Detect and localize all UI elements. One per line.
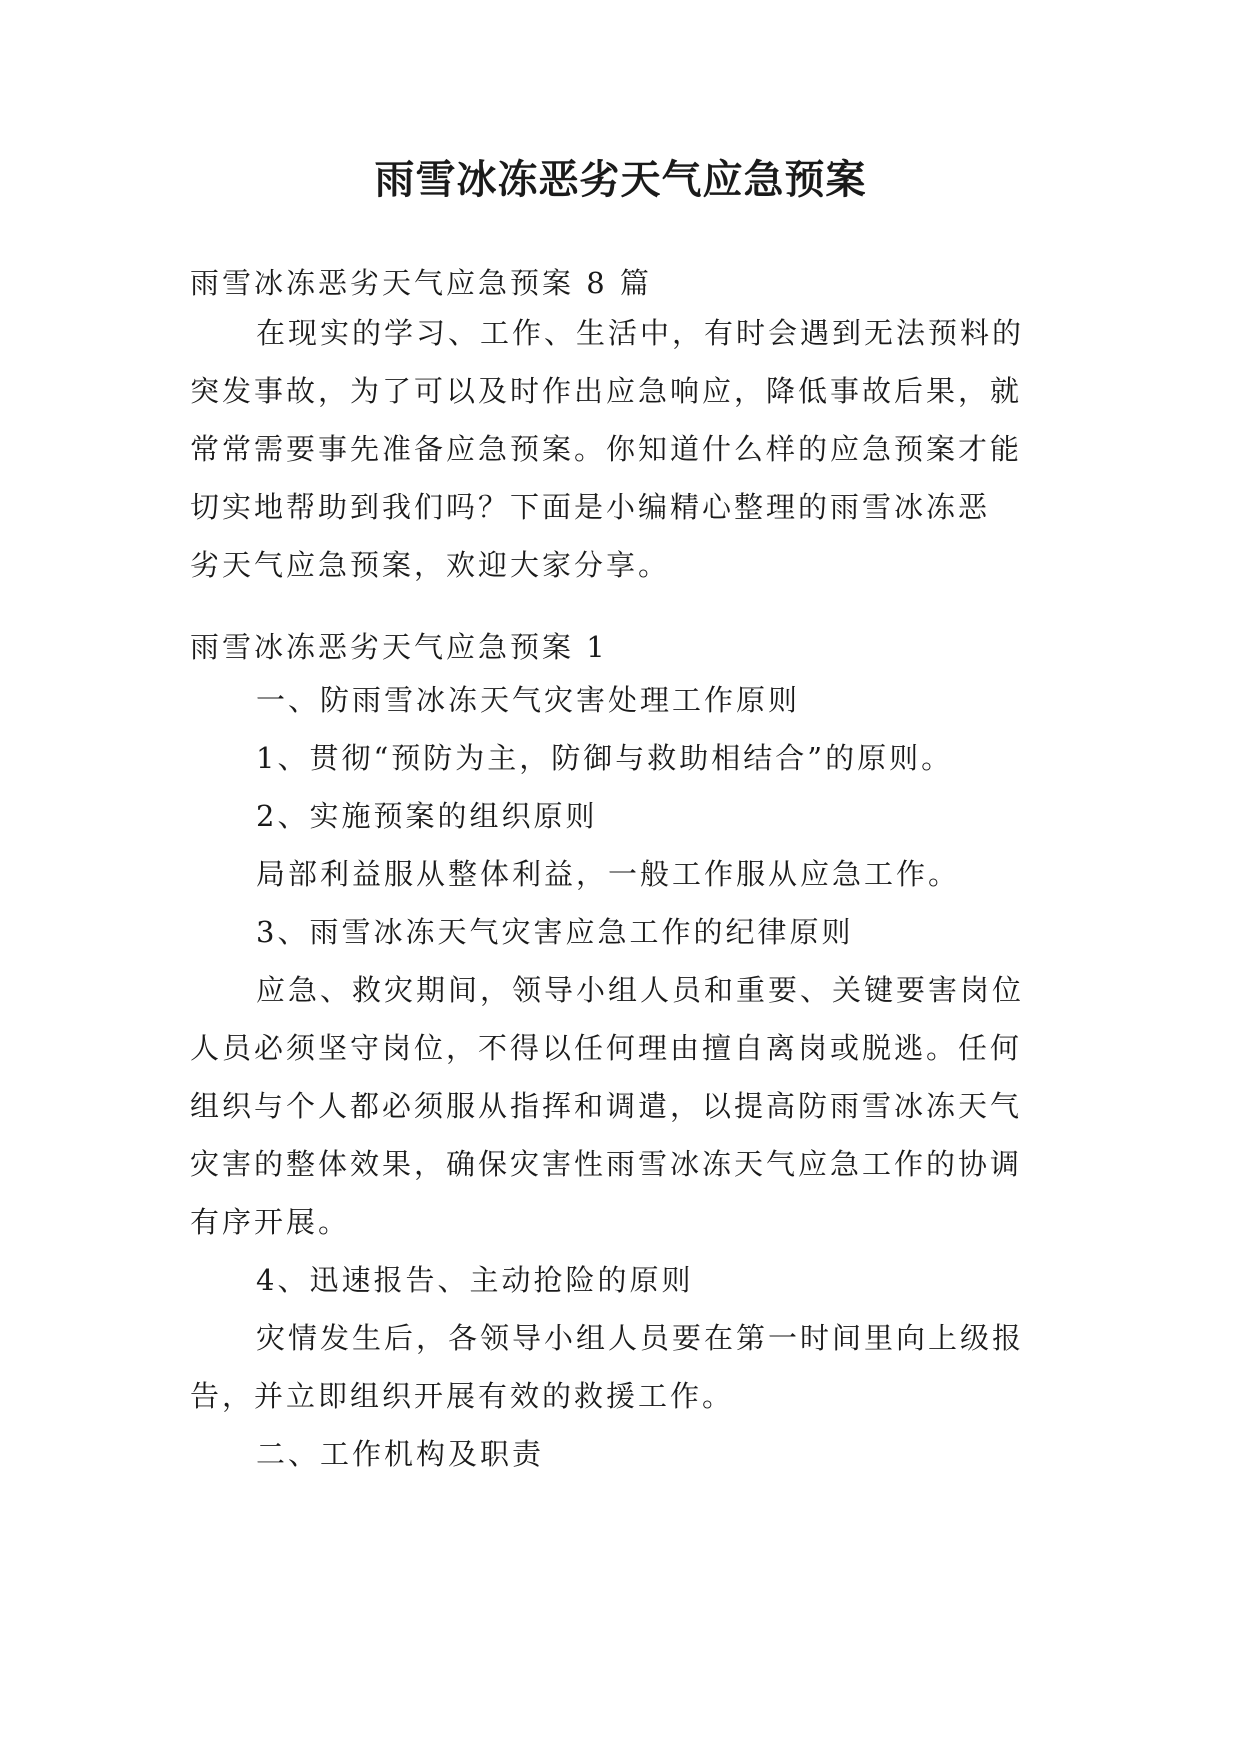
paragraph-line: 人员必须坚守岗位，不得以任何理由擅自离岗或脱逃。任何 (190, 1031, 1023, 1065)
paragraph-line: 组织与个人都必须服从指挥和调遣，以提高防雨雪冰冻天气 (190, 1089, 1023, 1123)
section-body (190, 671, 1050, 1483)
intro-line: 突发事故，为了可以及时作出应急响应，降低事故后果，就 (190, 374, 1023, 408)
paragraph-line: 灾情发生后，各领导小组人员要在第一时间里向上级报 (256, 1321, 1025, 1355)
intro-paragraph (190, 304, 1050, 594)
paragraph-line: 灾害的整体效果，确保灾害性雨雪冰冻天气应急工作的协调 (190, 1147, 1023, 1181)
principle-item: 4、迅速报告、主动抢险的原则 (256, 1263, 694, 1297)
intro-line: 在现实的学习、工作、生活中，有时会遇到无法预料的 (256, 316, 1025, 350)
principle-item: 3、雨雪冰冻天气灾害应急工作的纪律原则 (256, 915, 854, 949)
principle-text: 局部利益服从整体利益，一般工作服从应急工作。 (256, 857, 961, 891)
paragraph-line: 有序开展。 (190, 1205, 351, 1239)
principle-heading: 一、防雨雪冰冻天气灾害处理工作原则 (256, 683, 801, 717)
section-heading: 雨雪冰冻恶劣天气应急预案 1 (190, 630, 608, 664)
document-title: 雨雪冰冻恶劣天气应急预案 (374, 157, 867, 203)
document-subtitle: 雨雪冰冻恶劣天气应急预案 8 篇 (190, 266, 652, 300)
section-subheading: 二、工作机构及职责 (256, 1437, 545, 1471)
intro-line: 切实地帮助到我们吗？下面是小编精心整理的雨雪冰冻恶 (190, 490, 991, 524)
principle-item: 1、贯彻“预防为主，防御与救助相结合”的原则。 (256, 741, 954, 775)
paragraph-line: 告，并立即组织开展有效的救援工作。 (190, 1379, 735, 1413)
paragraph-line: 应急、救灾期间，领导小组人员和重要、关键要害岗位 (256, 973, 1025, 1007)
intro-line: 常常需要事先准备应急预案。你知道什么样的应急预案才能 (190, 432, 1023, 466)
intro-line: 劣天气应急预案，欢迎大家分享。 (190, 548, 671, 582)
principle-item: 2、实施预案的组织原则 (256, 799, 598, 833)
